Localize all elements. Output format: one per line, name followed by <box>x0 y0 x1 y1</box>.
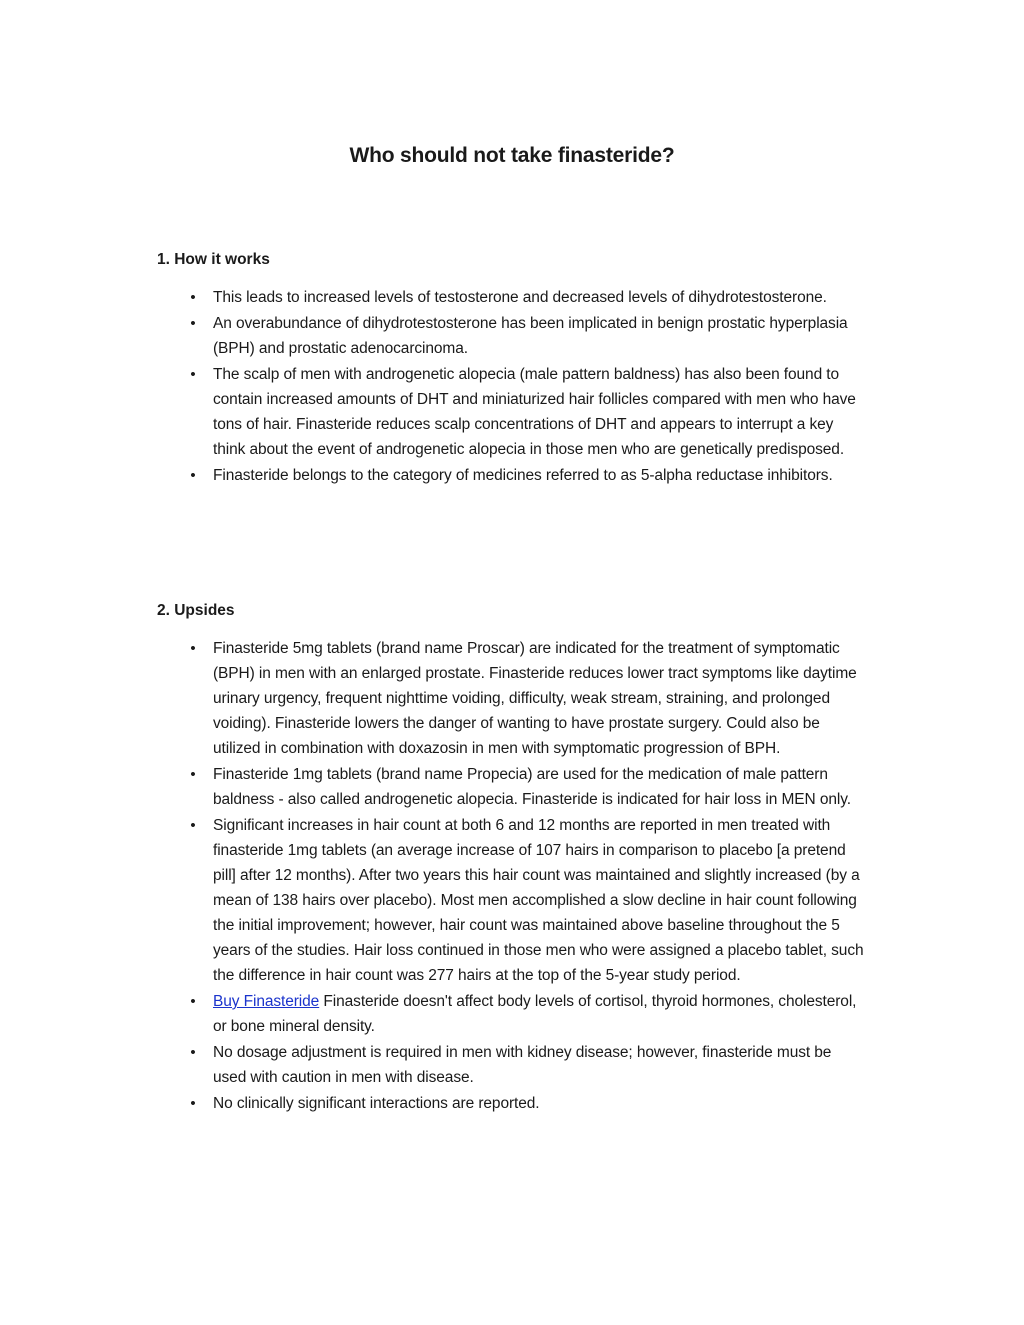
list-item-text: The scalp of men with androgenetic alopecia (male pattern baldness) has also been found to contain increased amounts of DHT and miniaturized hair follicles compared with men who have tons of hair. Finasteride reduces scalp concentrations of DHT and appears to interrupt a key think about the event of androgenetic alopecia in those men who are genetically predisposed. <box>213 366 856 458</box>
list-item-text: No dosage adjustment is required in men with kidney disease; however, finasteride must be used with caution in men with disease. <box>213 1044 832 1086</box>
list-item-text: Finasteride doesn't affect body levels of cortisol, thyroid hormones, cholesterol, or bone mineral density. <box>213 993 857 1035</box>
bullet-icon: • <box>190 289 196 306</box>
list-item <box>0 989 1024 1039</box>
bullet-icon: • <box>190 640 196 657</box>
list-item <box>0 463 1024 488</box>
list-item-text: Finasteride belongs to the category of medicines referred to as 5-alpha reductase inhibitors. <box>213 467 833 484</box>
section-heading-how-it-works: 1. How it works <box>157 251 270 268</box>
bullet-icon: • <box>190 1095 196 1112</box>
list-item <box>0 362 1024 462</box>
buy-finasteride-link[interactable]: Buy Finasteride <box>213 993 320 1010</box>
bullet-list-upsides <box>0 636 1024 1117</box>
list-item <box>0 813 1024 988</box>
section-heading-upsides: 2. Upsides <box>157 602 235 619</box>
bullet-icon: • <box>190 1044 196 1061</box>
list-item <box>0 1040 1024 1090</box>
bullet-icon: • <box>190 366 196 383</box>
bullet-icon: • <box>190 467 196 484</box>
list-item-text: Significant increases in hair count at both 6 and 12 months are reported in men treated with finasteride 1mg tablets (an average increase of 107 hairs in comparison to placebo [a pretend pill] after 12 months). After two years this hair count was maintained and slightly increased (by a mean of 138 hairs over placebo). Most men accomplished a slow decline in hair count following the initial improvement; however, hair count was maintained above baseline throughout the 5 years of the studies. Hair loss continued in those men who were assigned a placebo tablet, such the difference in hair count was 277 hairs at the top of the 5-year study period. <box>213 817 864 984</box>
list-item <box>0 636 1024 761</box>
list-item <box>0 762 1024 812</box>
bullet-list-how-it-works <box>0 285 1024 489</box>
list-item-text: This leads to increased levels of testosterone and decreased levels of dihydrotestosterone. <box>213 289 827 306</box>
list-item <box>0 1091 1024 1116</box>
list-item-text: No clinically significant interactions are reported. <box>213 1095 540 1112</box>
list-item-text: Finasteride 5mg tablets (brand name Proscar) are indicated for the treatment of symptomatic (BPH) in men with an enlarged prostate. Finasteride reduces lower tract symptoms like daytime urinary urgency, frequent nighttime voiding, difficulty, weak stream, straining, and prolonged voiding). Finasteride lowers the danger of wanting to have prostate surgery. Could also be utilized in combination with doxazosin in men with symptomatic progression of BPH. <box>213 640 857 757</box>
bullet-icon: • <box>190 315 196 332</box>
list-item <box>0 285 1024 310</box>
bullet-icon: • <box>190 817 196 834</box>
list-item-text: An overabundance of dihydrotestosterone has been implicated in benign prostatic hyperplasia (BPH) and prostatic adenocarcinoma. <box>213 315 848 357</box>
page-title: Who should not take finasteride? <box>349 144 675 167</box>
list-item <box>0 311 1024 361</box>
bullet-icon: • <box>190 993 196 1010</box>
list-item-text: Finasteride 1mg tablets (brand name Propecia) are used for the medication of male pattern baldness - also called androgenetic alopecia. Finasteride is indicated for hair loss in MEN only. <box>213 766 851 808</box>
bullet-icon: • <box>190 766 196 783</box>
